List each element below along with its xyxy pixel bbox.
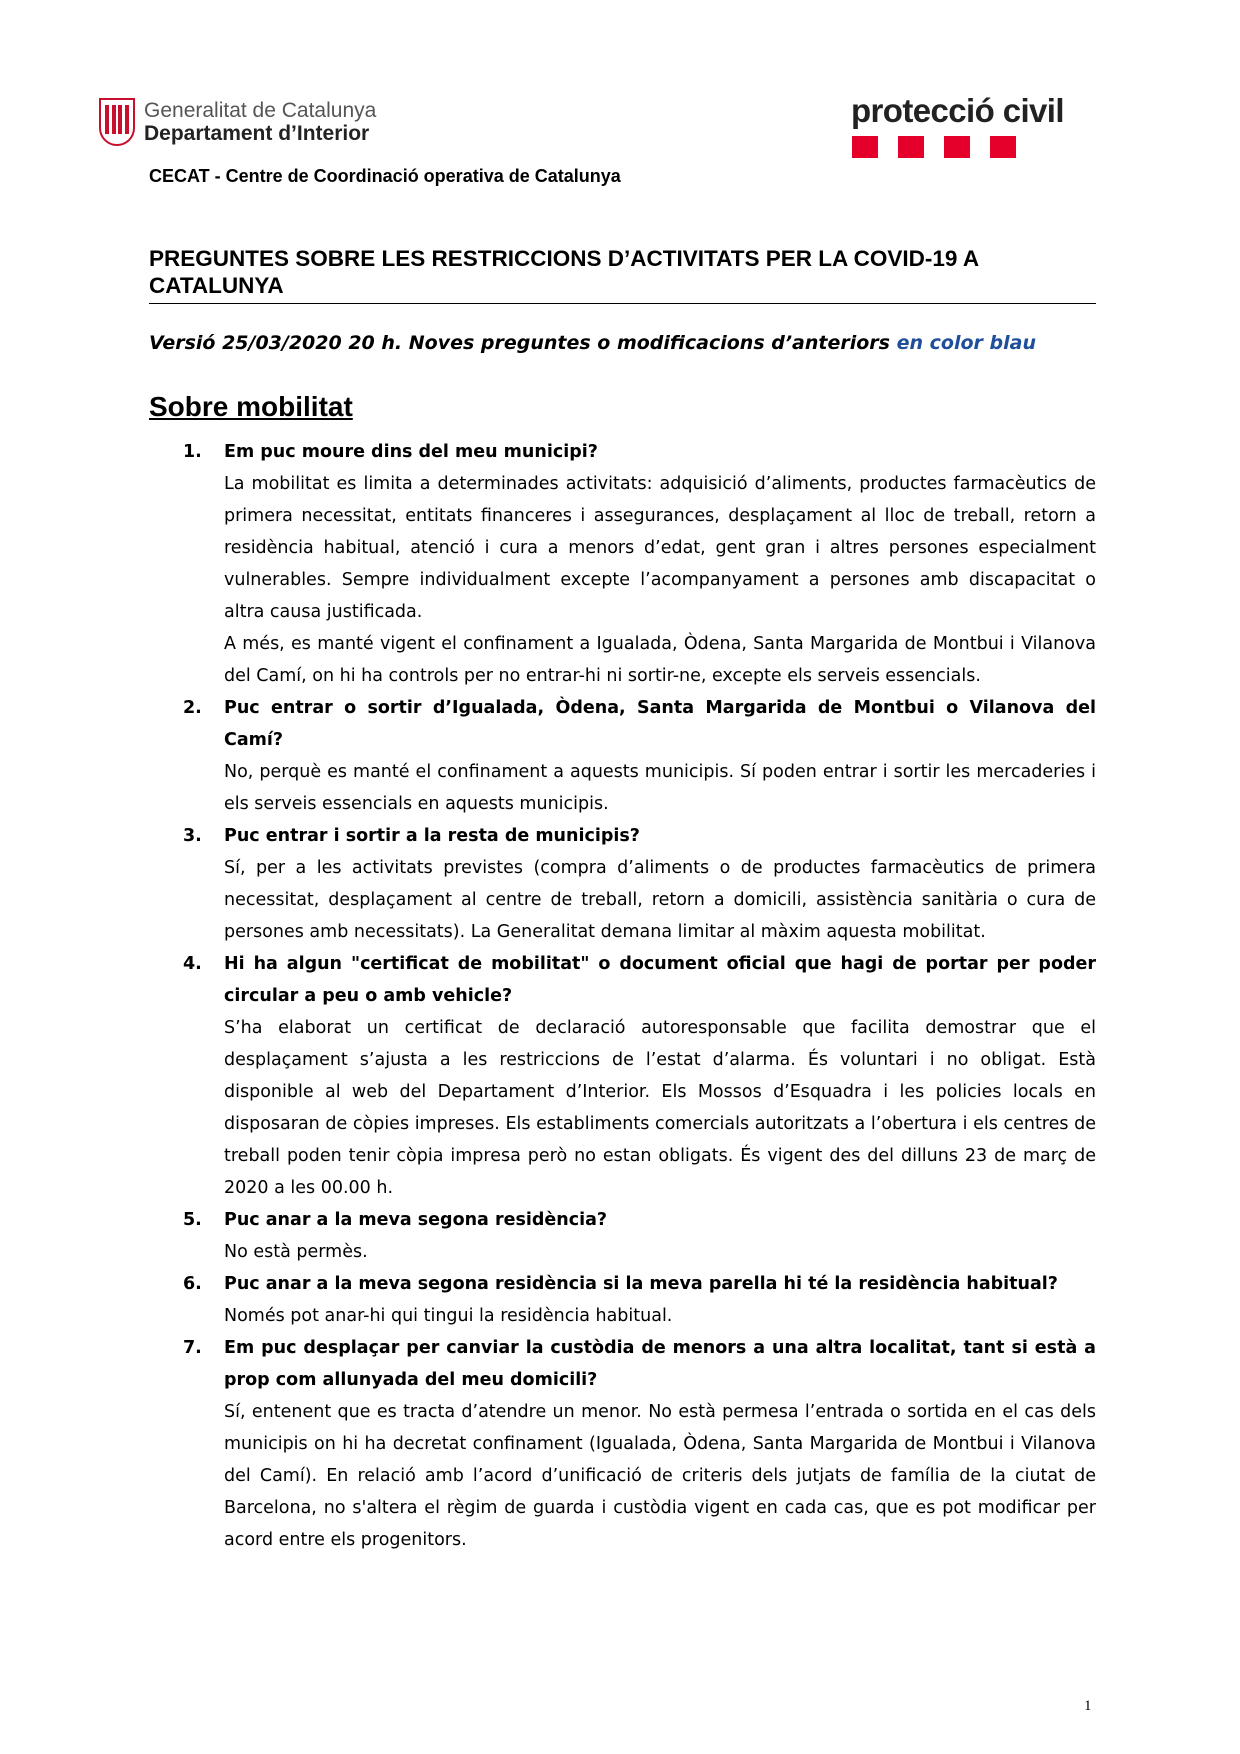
red-square-icon [898,136,924,158]
catalan-shield-icon [99,98,135,146]
question-number: 6. [183,1274,202,1294]
list-item [183,1268,1096,1332]
generalitat-logo [99,98,376,146]
brand-squares [852,136,1064,158]
section-heading: Sobre mobilitat [149,391,353,422]
version-blue-text: en color blau [896,332,1036,354]
cecat-line: CECAT - Centre de Coordinació operativa de Catalunya [149,166,621,186]
list-item [183,436,1096,692]
answer-text: A més, es manté vigent el confinament a Igualada, Òdena, Santa Margarida de Montbui i Vilanova del Camí, on hi ha controls per no entrar-hi ni sortir-ne, excepte els serveis essencials. [224,634,1096,686]
page-number: 1 [1084,1698,1092,1714]
question-number: 1. [183,442,202,462]
question-number: 5. [183,1210,202,1230]
org-name: Generalitat de Catalunya [144,99,377,122]
answer-text: Sí, per a les activitats previstes (compra d’aliments o de productes farmacèutics de primera necessitat, desplaçament al centre de treball, retorn a domicili, assistència sanitària o cura de persones amb necessitats). La Generalitat demana limitar al màxim aquesta mobilitat. [224,858,1096,942]
question-text: Puc anar a la meva segona residència si la meva parella hi té la residència habitual? [224,1274,1058,1294]
generalitat-text [144,99,376,145]
answer-text: No, perquè es manté el confinament a aquests municipis. Sí poden entrar i sortir les mercaderies i els serveis essencials en aquests municipis. [224,762,1096,814]
answer-text: La mobilitat es limita a determinades activitats: adquisició d’aliments, productes farmacèutics de primera necessitat, entitats financeres i assegurances, desplaçament al lloc de treball, retorn a residència habitual, atenció i cura a menors d’edat, gent gran i altres persones especialment vulnerables. Sempre individualment excepte l’acompanyament a persones amb discapacitat o altra causa justificada. [224,474,1096,622]
question-number: 3. [183,826,202,846]
answer-text: No està permès. [224,1242,368,1262]
list-item [183,948,1096,1204]
question-text: Puc entrar i sortir a la resta de municipis? [224,826,640,846]
brand-name: protecció civil [851,92,1064,129]
question-number: 7. [183,1338,202,1358]
red-square-icon [944,136,970,158]
list-item [183,820,1096,948]
version-note [149,332,1036,354]
question-text: Puc anar a la meva segona residència? [224,1210,608,1230]
red-square-icon [990,136,1016,158]
document-title: PREGUNTES SOBRE LES RESTRICCIONS D’ACTIVITATS PER LA COVID-19 A CATALUNYA [149,246,979,298]
department-name: Departament d’Interior [144,122,370,145]
question-list [183,436,1096,1556]
question-text: Hi ha algun "certificat de mobilitat" o document oficial que hagi de portar per poder circular a peu o amb vehicle? [224,954,1096,1006]
question-number: 2. [183,698,202,718]
red-square-icon [852,136,878,158]
question-number: 4. [183,954,202,974]
list-item [183,1332,1096,1556]
list-item [183,1204,1096,1268]
list-item [183,692,1096,820]
answer-text: Sí, entenent que es tracta d’atendre un menor. No està permesa l’entrada o sortida en el cas dels municipis on hi ha decretat confinament (Igualada, Òdena, Santa Margarida de Montbui i Vilanova del Camí). En relació amb l’acord d’unificació de criteris dels jutjats de família de la ciutat de Barcelona, no s'altera el règim de guarda i custòdia vigent en cada cas, que es pot modificar per acord entre els progenitors. [224,1402,1096,1550]
proteccio-civil-logo [851,94,1064,158]
answer-text: Només pot anar-hi qui tingui la residència habitual. [224,1306,673,1326]
title-divider [149,303,1096,304]
question-text: Em puc desplaçar per canviar la custòdia de menors a una altra localitat, tant si està a prop com allunyada del meu domicili? [224,1338,1096,1390]
version-text: Versió 25/03/2020 20 h. Noves preguntes o modificacions d’anteriors [149,332,897,354]
answer-text: S’ha elaborat un certificat de declaració autoresponsable que facilita demostrar que el desplaçament s’ajusta a les restriccions de l’estat d’alarma. És voluntari i no obligat. Està disponible al web del Departament d’Interior. Els Mossos d’Esquadra i les policies locals en disposaran de còpies impreses. Els establiments comercials autoritzats a l’obertura i els centres de treball poden tenir còpia impresa però no estan obligats. És vigent des del dilluns 23 de març de 2020 a les 00.00 h. [224,1018,1096,1198]
question-text: Em puc moure dins del meu municipi? [224,442,598,462]
question-text: Puc entrar o sortir d’Igualada, Òdena, Santa Margarida de Montbui o Vilanova del Camí? [224,698,1096,750]
